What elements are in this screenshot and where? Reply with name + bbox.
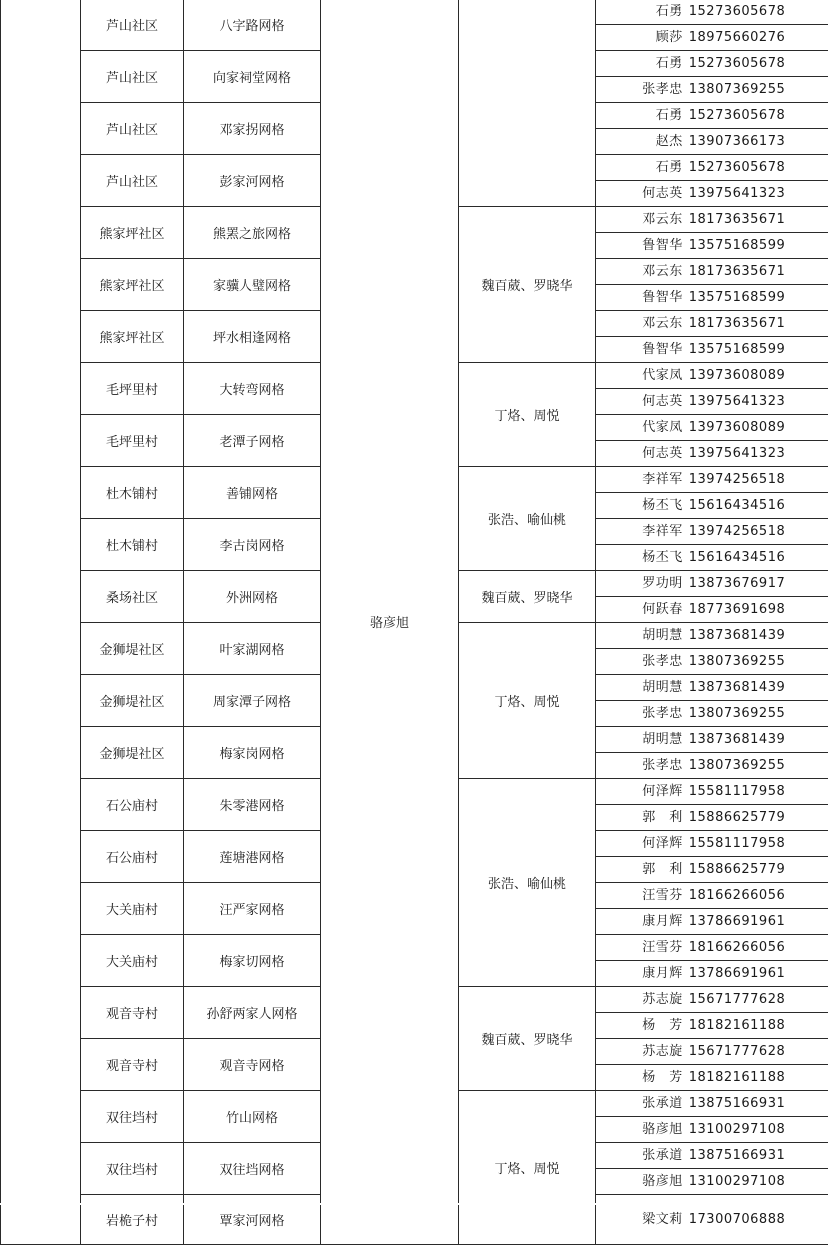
contact-phone: 15671777628 [689, 987, 785, 1012]
contact-line [596, 51, 828, 76]
contact-name: 梁文莉 [639, 1207, 683, 1232]
contact-phone: 15616434516 [689, 493, 785, 518]
contact-phone: 13807369255 [689, 77, 785, 102]
contact-phone: 15886625779 [689, 805, 785, 830]
contact-line [596, 1116, 828, 1142]
contact-name: 鲁智华 [639, 337, 683, 362]
contact-name: 汪雪芬 [639, 883, 683, 908]
contact-list [596, 0, 828, 50]
contact-line [596, 804, 828, 830]
grid-name-cell: 观音寺网格 [184, 1039, 321, 1091]
contact-list [596, 623, 828, 674]
contact-phone: 13975641323 [689, 389, 785, 414]
contact-line [596, 1168, 828, 1194]
community-cell: 芦山社区 [81, 155, 184, 207]
contact-name: 苏志旋 [639, 1039, 683, 1064]
contact-list [596, 259, 828, 310]
leader-group-cell: 魏百葳、罗晓华 [459, 207, 596, 363]
community-cell: 芦山社区 [81, 103, 184, 155]
leader-group-cell [459, 0, 596, 207]
contact-name: 李祥军 [639, 519, 683, 544]
contact-line [596, 336, 828, 362]
contact-phone: 13975641323 [689, 441, 785, 466]
grid-name-cell: 叶家湖网格 [184, 623, 321, 675]
contact-list [596, 675, 828, 726]
contact-name: 杨丕飞 [639, 493, 683, 518]
contact-name: 邓云东 [639, 311, 683, 336]
contact-phone: 18773691698 [689, 597, 785, 622]
contacts-cell [596, 1091, 828, 1143]
contacts-cell [596, 259, 828, 311]
contact-name: 郭 利 [639, 805, 683, 830]
contact-phone: 13873681439 [689, 623, 785, 648]
contact-list [596, 1143, 828, 1194]
contact-line [596, 232, 828, 258]
contact-name: 顾莎 [639, 25, 683, 50]
contact-phone: 13974256518 [689, 519, 785, 544]
community-cell: 石公庙村 [81, 831, 184, 883]
contact-line [596, 648, 828, 674]
contact-line [596, 700, 828, 726]
leader-group-cell: 丁烙、周悦 [459, 1091, 596, 1245]
contact-phone: 18182161188 [689, 1013, 785, 1038]
leader-group-cell: 魏百葳、罗晓华 [459, 987, 596, 1091]
community-cell: 金狮堤社区 [81, 623, 184, 675]
contact-name: 杨 芳 [639, 1065, 683, 1090]
contact-name: 代家凤 [639, 415, 683, 440]
contact-phone: 13100297108 [689, 1169, 785, 1194]
contact-line [596, 103, 828, 128]
contacts-cell [596, 883, 828, 935]
contact-name: 胡明慧 [639, 675, 683, 700]
contact-list [596, 51, 828, 102]
contact-line [596, 935, 828, 960]
grid-name-cell: 八字路网格 [184, 0, 321, 51]
contacts-cell [596, 1143, 828, 1195]
community-cell: 金狮堤社区 [81, 727, 184, 779]
grid-name-cell: 大转弯网格 [184, 363, 321, 415]
grid-name-cell: 李古岗网格 [184, 519, 321, 571]
community-cell: 观音寺村 [81, 1039, 184, 1091]
contact-phone: 18166266056 [689, 935, 785, 960]
grid-name-cell: 汪严家网格 [184, 883, 321, 935]
contact-name: 石勇 [639, 0, 683, 24]
contact-name: 汪雪芬 [639, 935, 683, 960]
contacts-cell [596, 207, 828, 259]
contact-phone: 15886625779 [689, 857, 785, 882]
grid-name-cell: 莲塘港网格 [184, 831, 321, 883]
grid-name-cell: 周家潭子网格 [184, 675, 321, 727]
community-cell: 大关庙村 [81, 883, 184, 935]
contact-name: 胡明慧 [639, 623, 683, 648]
contact-name: 邓云东 [639, 259, 683, 284]
contact-list [596, 1207, 828, 1232]
contact-list [596, 363, 828, 414]
contact-name: 何志英 [639, 389, 683, 414]
contact-phone: 15616434516 [689, 545, 785, 570]
contact-line [596, 284, 828, 310]
leader-group-cell: 丁烙、周悦 [459, 623, 596, 779]
contact-phone: 18173635671 [689, 207, 785, 232]
grid-name-cell: 覃家河网格 [184, 1195, 321, 1245]
community-cell: 大关庙村 [81, 935, 184, 987]
grid-name-cell: 彭家河网格 [184, 155, 321, 207]
contact-phone: 15671777628 [689, 1039, 785, 1064]
leader-group-cell: 魏百葳、罗晓华 [459, 571, 596, 623]
contact-line [596, 1012, 828, 1038]
contact-phone: 15273605678 [689, 155, 785, 180]
contacts-cell [596, 363, 828, 415]
contact-phone: 13973608089 [689, 415, 785, 440]
contact-name: 张孝忠 [639, 77, 683, 102]
contact-line [596, 388, 828, 414]
grid-name-cell: 邓家拐网格 [184, 103, 321, 155]
contact-list [596, 571, 828, 622]
contacts-cell [596, 571, 828, 623]
contact-name: 何志英 [639, 441, 683, 466]
contact-list [596, 415, 828, 466]
grid-name-cell: 坪水相逢网格 [184, 311, 321, 363]
contacts-cell [596, 935, 828, 987]
leader-group-cell: 张浩、喻仙桃 [459, 779, 596, 987]
contact-list [596, 831, 828, 882]
community-cell: 熊家坪社区 [81, 311, 184, 363]
contact-phone: 13973608089 [689, 363, 785, 388]
contact-name: 何跃春 [639, 597, 683, 622]
contact-phone: 15273605678 [689, 103, 785, 128]
contact-line [596, 467, 828, 492]
contact-phone: 13873681439 [689, 727, 785, 752]
contact-name: 赵杰 [639, 129, 683, 154]
table-row [1, 0, 828, 51]
contact-phone: 13807369255 [689, 649, 785, 674]
community-cell: 岩桅子村 [81, 1195, 184, 1245]
contact-phone: 13786691961 [689, 961, 785, 986]
community-cell: 杜木铺村 [81, 467, 184, 519]
contact-line [596, 363, 828, 388]
contact-list [596, 987, 828, 1038]
contact-line [596, 155, 828, 180]
contact-line [596, 831, 828, 856]
contacts-cell [596, 727, 828, 779]
contact-name: 郭 利 [639, 857, 683, 882]
contact-line [596, 259, 828, 284]
contact-list [596, 467, 828, 518]
contact-line [596, 960, 828, 986]
contact-name: 康月辉 [639, 909, 683, 934]
table-body [1, 0, 828, 1245]
contact-line [596, 519, 828, 544]
contact-line [596, 1143, 828, 1168]
community-cell: 杜木铺村 [81, 519, 184, 571]
contacts-cell [596, 415, 828, 467]
contact-phone: 18975660276 [689, 25, 785, 50]
grid-name-cell: 双往垱网格 [184, 1143, 321, 1195]
contact-list [596, 311, 828, 362]
contact-name: 石勇 [639, 51, 683, 76]
contact-name: 鲁智华 [639, 285, 683, 310]
contact-phone: 18182161188 [689, 1065, 785, 1090]
contact-phone: 13875166931 [689, 1143, 785, 1168]
contacts-cell [596, 1039, 828, 1091]
contact-line [596, 623, 828, 648]
contact-line [596, 1207, 828, 1232]
contact-name: 张孝忠 [639, 701, 683, 726]
grid-name-cell: 熊罴之旅网格 [184, 207, 321, 259]
contacts-cell [596, 1195, 828, 1245]
community-cell: 毛坪里村 [81, 363, 184, 415]
contacts-cell [596, 987, 828, 1039]
grid-name-cell: 梅家切网格 [184, 935, 321, 987]
contact-name: 邓云东 [639, 207, 683, 232]
contact-phone: 13907366173 [689, 129, 785, 154]
leader-group-cell: 张浩、喻仙桃 [459, 467, 596, 571]
contact-line [596, 987, 828, 1012]
community-cell: 芦山社区 [81, 51, 184, 103]
contact-phone: 13873676917 [689, 571, 785, 596]
outer-leader-cell: 骆彦旭 [321, 0, 459, 1245]
contacts-cell [596, 311, 828, 363]
contact-list [596, 883, 828, 934]
community-cell: 芦山社区 [81, 0, 184, 51]
contact-line [596, 492, 828, 518]
community-cell: 双往垱村 [81, 1091, 184, 1143]
contact-phone: 17300706888 [689, 1207, 785, 1232]
contact-line [596, 856, 828, 882]
blank-first-column [1, 0, 81, 1245]
contact-phone: 13786691961 [689, 909, 785, 934]
community-cell: 毛坪里村 [81, 415, 184, 467]
contact-name: 骆彦旭 [639, 1169, 683, 1194]
contact-line [596, 415, 828, 440]
contact-line [596, 207, 828, 232]
contact-list [596, 207, 828, 258]
contact-phone: 18173635671 [689, 259, 785, 284]
community-cell: 金狮堤社区 [81, 675, 184, 727]
contact-name: 石勇 [639, 103, 683, 128]
community-cell: 石公庙村 [81, 779, 184, 831]
contact-name: 张孝忠 [639, 649, 683, 674]
contacts-cell [596, 623, 828, 675]
grid-name-cell: 老潭子网格 [184, 415, 321, 467]
contact-phone: 13875166931 [689, 1091, 785, 1116]
contact-line [596, 180, 828, 206]
contact-line [596, 883, 828, 908]
contact-name: 何泽辉 [639, 779, 683, 804]
contacts-cell [596, 51, 828, 103]
contacts-cell [596, 831, 828, 883]
contact-name: 张孝忠 [639, 753, 683, 778]
community-cell: 双往垱村 [81, 1143, 184, 1195]
community-cell: 熊家坪社区 [81, 207, 184, 259]
contact-name: 罗功明 [639, 571, 683, 596]
contact-list [596, 1039, 828, 1090]
contact-phone: 18173635671 [689, 311, 785, 336]
contact-line [596, 752, 828, 778]
grid-name-cell: 家骥人璧网格 [184, 259, 321, 311]
contact-list [596, 519, 828, 570]
contact-line [596, 727, 828, 752]
grid-name-cell: 竹山网格 [184, 1091, 321, 1143]
contacts-cell [596, 675, 828, 727]
contact-line [596, 76, 828, 102]
contact-phone: 13974256518 [689, 467, 785, 492]
contact-list [596, 103, 828, 154]
contact-name: 康月辉 [639, 961, 683, 986]
contact-list [596, 155, 828, 206]
contact-phone: 15273605678 [689, 0, 785, 24]
contact-name: 李祥军 [639, 467, 683, 492]
contact-list [596, 1091, 828, 1142]
grid-name-cell: 孙舒两家人网格 [184, 987, 321, 1039]
contact-list [596, 727, 828, 778]
community-cell: 桑场社区 [81, 571, 184, 623]
contact-phone: 13807369255 [689, 701, 785, 726]
grid-name-cell: 朱零港网格 [184, 779, 321, 831]
contacts-cell [596, 155, 828, 207]
contact-name: 胡明慧 [639, 727, 683, 752]
contact-name: 张承道 [639, 1091, 683, 1116]
contact-name: 骆彦旭 [639, 1117, 683, 1142]
contact-name: 张承道 [639, 1143, 683, 1168]
contacts-cell [596, 103, 828, 155]
contact-phone: 13975641323 [689, 181, 785, 206]
contacts-cell [596, 467, 828, 519]
contact-line [596, 128, 828, 154]
contact-list [596, 935, 828, 986]
grid-name-cell: 外洲网格 [184, 571, 321, 623]
contact-name: 鲁智华 [639, 233, 683, 258]
contact-phone: 13575168599 [689, 233, 785, 258]
contact-line [596, 779, 828, 804]
community-cell: 观音寺村 [81, 987, 184, 1039]
contact-line [596, 1091, 828, 1116]
contact-line [596, 1064, 828, 1090]
contact-line [596, 24, 828, 50]
contact-phone: 15581117958 [689, 779, 785, 804]
contact-phone: 13575168599 [689, 337, 785, 362]
contact-name: 杨丕飞 [639, 545, 683, 570]
contact-line [596, 908, 828, 934]
contacts-cell [596, 0, 828, 51]
contact-line [596, 596, 828, 622]
contact-name: 石勇 [639, 155, 683, 180]
contact-list [596, 779, 828, 830]
contact-phone: 13575168599 [689, 285, 785, 310]
grid-name-cell: 梅家岗网格 [184, 727, 321, 779]
grid-name-cell: 善铺网格 [184, 467, 321, 519]
contacts-cell [596, 519, 828, 571]
contact-phone: 13873681439 [689, 675, 785, 700]
contact-line [596, 440, 828, 466]
leader-group-cell: 丁烙、周悦 [459, 363, 596, 467]
contact-line [596, 675, 828, 700]
community-cell: 熊家坪社区 [81, 259, 184, 311]
contact-phone: 18166266056 [689, 883, 785, 908]
contact-name: 何志英 [639, 181, 683, 206]
contact-line [596, 311, 828, 336]
contact-line [596, 0, 828, 24]
contact-line [596, 544, 828, 570]
contact-phone: 13807369255 [689, 753, 785, 778]
contact-name: 代家凤 [639, 363, 683, 388]
contact-phone: 15581117958 [689, 831, 785, 856]
contact-name: 何泽辉 [639, 831, 683, 856]
contact-name: 苏志旋 [639, 987, 683, 1012]
contacts-cell [596, 779, 828, 831]
contact-name: 杨 芳 [639, 1013, 683, 1038]
contact-phone: 15273605678 [689, 51, 785, 76]
contact-phone: 13100297108 [689, 1117, 785, 1142]
contact-line [596, 571, 828, 596]
grid-name-cell: 向家祠堂网格 [184, 51, 321, 103]
contact-line [596, 1039, 828, 1064]
